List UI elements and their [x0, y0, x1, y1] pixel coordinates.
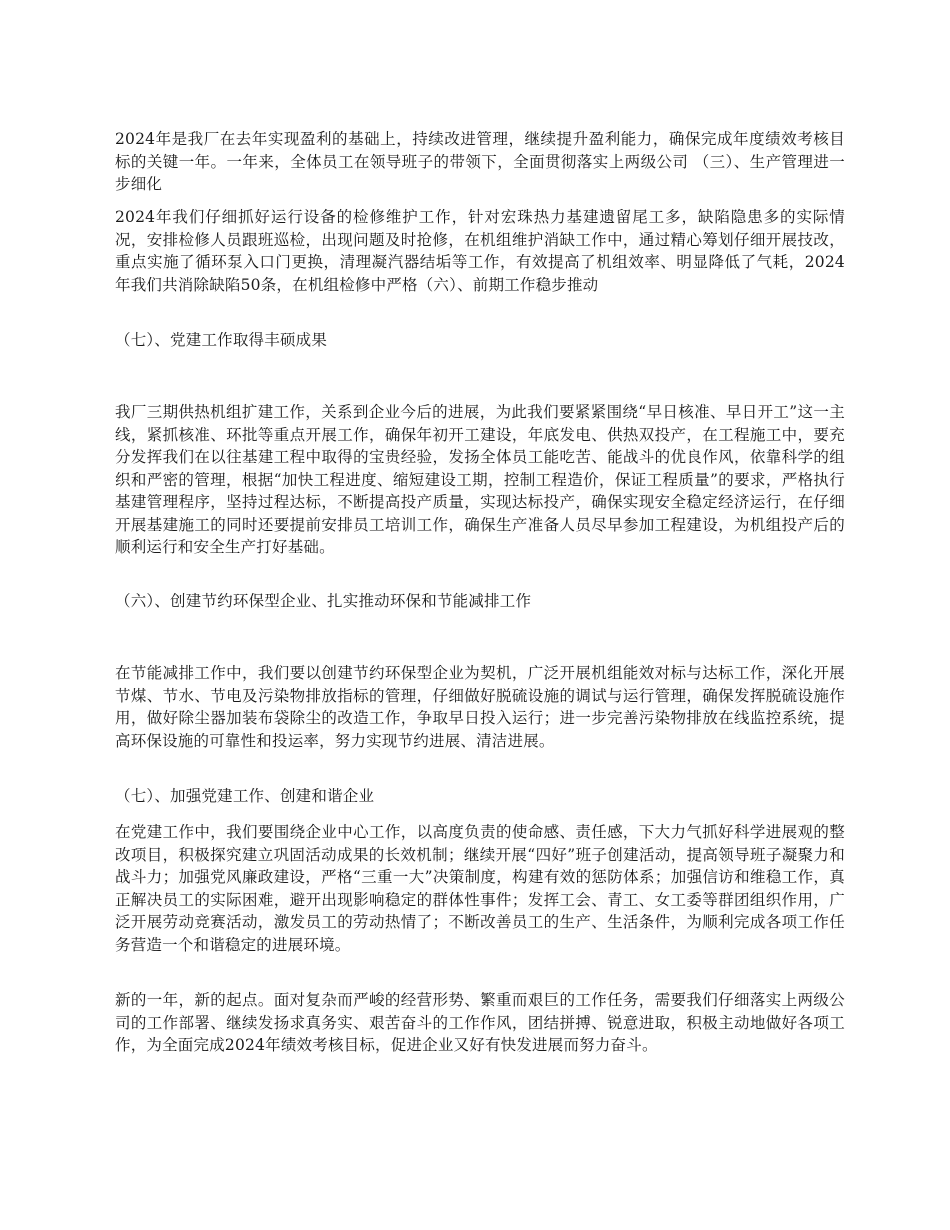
energy-saving-paragraph: 在节能减排工作中，我们要以创建节约环保型企业为契机，广泛开展机组能效对标与达标工作，深化开展节煤、节水、节电及污染物排放指标的管理，仔细做好脱硫设施的调试与运行管理，确保发挥脱硫设施作用，做好除尘器加装布袋除尘的改造工作，争取早日投入运行；进一步完善污染物排放在线监控系统，提高环保设施的可靠性和投运率，努力实现节约进展、清洁进展。 [115, 664, 845, 750]
maintenance-paragraph: 2024年我们仔细抓好运行设备的检修维护工作，针对宏珠热力基建遗留尾工多，缺陷隐患多的实际情况，安排检修人员跟班巡检，出现问题及时抢修，在机组维护消缺工作中，通过精心筹划仔细开展技改，重点实施了循环泵入口门更换，清理凝汽器结垢等工作，有效提高了机组效率、明显降低了气耗，2024年我们共消除缺陷50条，在机组检修中严格（六）、前期工作稳步推动 [115, 208, 845, 294]
section-heading-party-results: （七）、党建工作取得丰硕成果 [115, 331, 328, 349]
party-work-paragraph: 在党建工作中，我们要围绕企业中心工作，以高度负责的使命感、责任感，下大力气抓好科学进展观的整改项目，积极探究建立巩固活动成果的长效机制；继续开展“四好”班子创建活动，提高领导班子凝聚力和战斗力；加强党风廉政建设，严格“三重一大”决策制度，构建有效的惩防体系；加强信访和维稳工作，真正解决员工的实际困难，避开出现影响稳定的群体性事件；发挥工会、青工、女工委等群团组织作用，广泛开展劳动竞赛活动，激发员工的劳动热情了；不断改善员工的生产、生活条件，为顺利完成各项工作任务营造一个和谐稳定的进展环境。 [115, 823, 845, 954]
section-heading-party-building: （七）、加强党建工作、创建和谐企业 [115, 787, 375, 805]
intro-paragraph: 2024年是我厂在去年实现盈利的基础上，持续改进管理，继续提升盈利能力，确保完成年度绩效考核目标的关键一年。一年来，全体员工在领导班子的带领下，全面贯彻落实上两级公司 （三）、生产管理进一步细化 [115, 130, 845, 193]
section-heading-environmental: （六）、创建节约环保型企业、扎实推动环保和节能减排工作 [115, 592, 532, 610]
expansion-paragraph: 我厂三期供热机组扩建工作，关系到企业今后的进展，为此我们要紧紧围绕“早日核准、早日开工”这一主线，紧抓核准、环批等重点开展工作，确保年初开工建设，年底发电、供热双投产，在工程施工中，要充分发挥我们在以往基建工程中取得的宝贵经验，发扬全体员工能吃苦、能战斗的优良作风，依靠科学的组织和严密的管理，根据“加快工程进度、缩短建设工期，控制工程造价，保证工程质量”的要求，严格执行基建管理程序，坚持过程达标，不断提高投产质量，实现达标投产，确保实现安全稳定经济运行，在仔细开展基建施工的同时还要提前安排员工培训工作，确保生产准备人员尽早参加工程建设，为机组投产后的顺利运行和安全生产打好基础。 [115, 403, 845, 556]
closing-paragraph: 新的一年，新的起点。面对复杂而严峻的经营形势、繁重而艰巨的工作任务，需要我们仔细落实上两级公司的工作部署、继续发扬求真务实、艰苦奋斗的工作作风，团结拼搏、锐意进取，积极主动地做好各项工作，为全面完成2024年绩效考核目标，促进企业又好有快发进展而努力奋斗。 [115, 991, 845, 1054]
